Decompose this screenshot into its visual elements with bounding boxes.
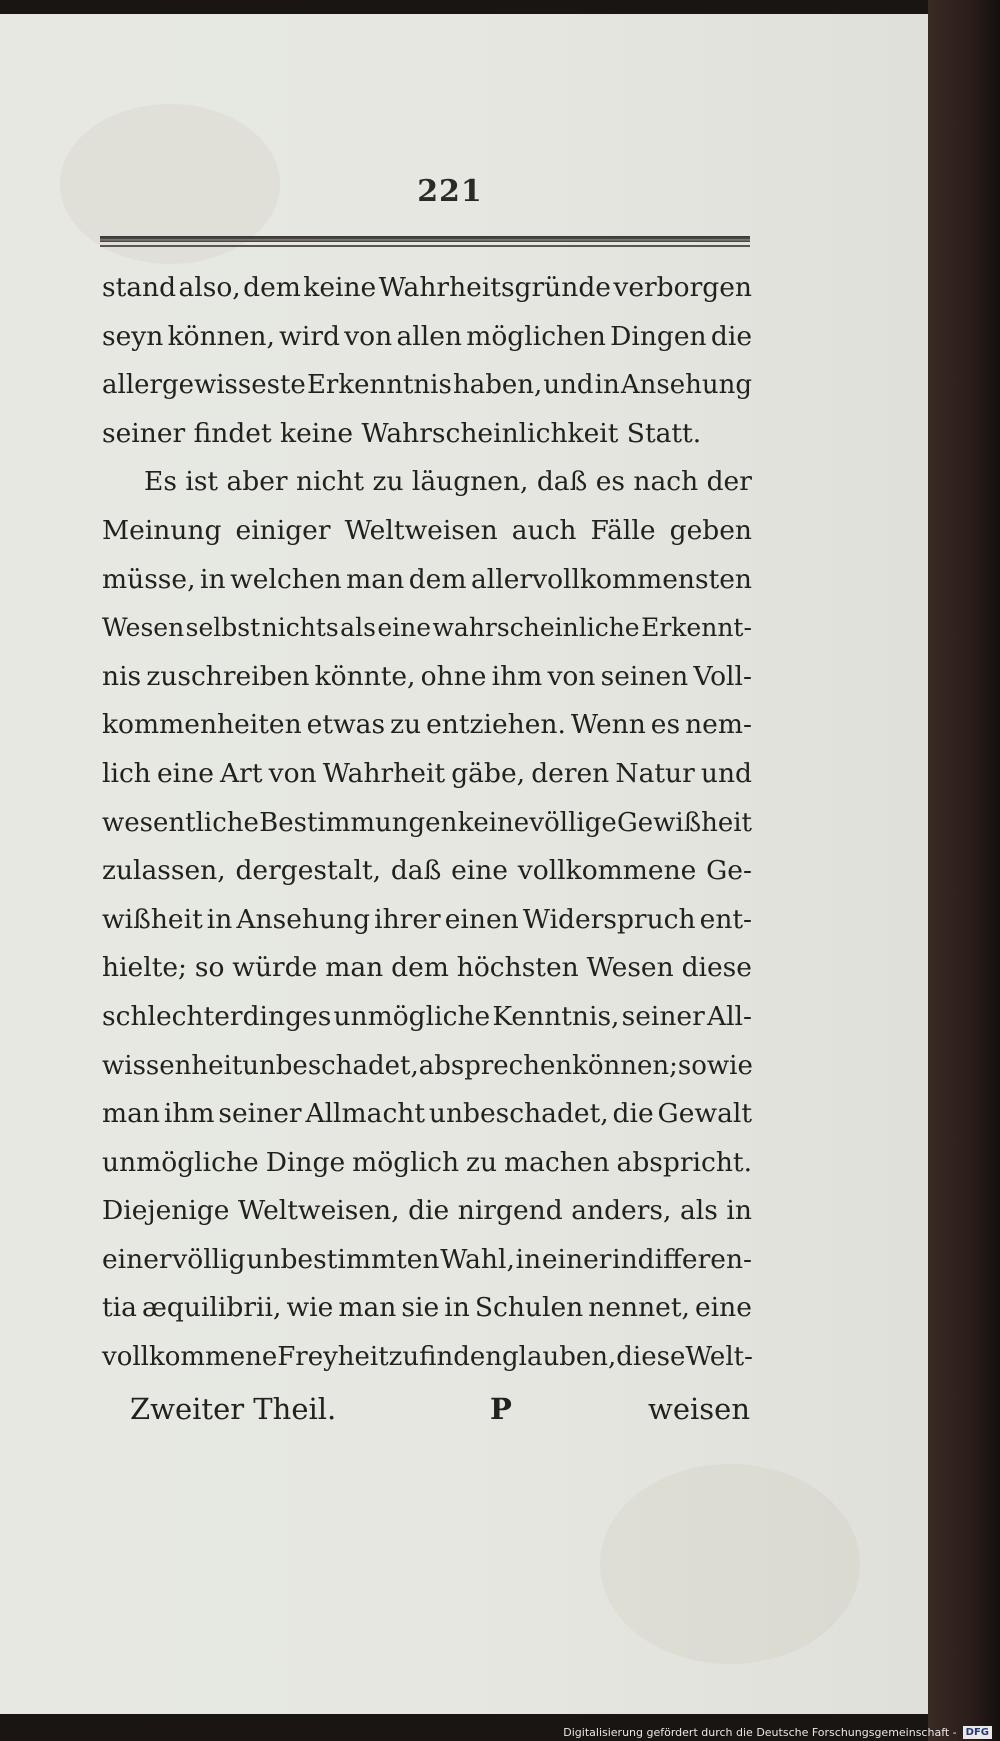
text-line: allergewisseste Erkenntnis haben, und in Ansehung xyxy=(102,370,752,401)
signature-mark: P xyxy=(490,1392,512,1426)
text-line: einer völlig unbestimmten Wahl, in einer indifferen- xyxy=(102,1243,752,1275)
text-line: kommenheiten etwas zu entziehen. Wenn es nem- xyxy=(102,709,752,741)
header-rule xyxy=(100,236,750,242)
page-number: 221 xyxy=(417,174,483,209)
page-footer xyxy=(130,1384,750,1434)
page-body xyxy=(102,264,752,1382)
text-line: nis zuschreiben könnte, ohne ihm von seinen Voll- xyxy=(102,660,752,692)
text-line: Meinung einiger Weltweisen auch Fälle geben xyxy=(102,514,752,546)
volume-title: Zweiter Theil. xyxy=(130,1392,337,1426)
text-line: Wesen selbst nichts als eine wahrscheinliche Erkennt- xyxy=(102,613,752,643)
text-line: müsse, in welchen man dem allervollkommensten xyxy=(102,563,752,595)
text-line: Es ist aber nicht zu läugnen, daß es nach der xyxy=(144,466,752,498)
text-line: tia æquilibrii, wie man sie in Schulen nennet, eine xyxy=(102,1292,752,1324)
text-line: seiner findet keine Wahrscheinlichkeit Statt. xyxy=(102,417,702,449)
header-rule-thin xyxy=(100,245,750,247)
book-page xyxy=(0,14,931,1714)
text-line: Diejenige Weltweisen, die nirgend anders, als in xyxy=(102,1195,752,1227)
text-line: zulassen, dergestalt, daß eine vollkommene Ge- xyxy=(102,855,752,887)
text-line: unmögliche Dinge möglich zu machen abspricht. xyxy=(102,1146,752,1178)
text-line: seyn können, wird von allen möglichen Dingen die xyxy=(102,320,752,352)
text-line: lich eine Art von Wahrheit gäbe, deren Natur und xyxy=(102,757,752,789)
text-line: vollkommene Freyheit zu finden glauben, diese Welt- xyxy=(102,1342,753,1373)
text-line: wissenheit unbeschadet, absprechen können; so wie xyxy=(102,1050,753,1081)
text-line: wißheit in Ansehung ihrer einen Widerspruch ent- xyxy=(102,903,752,935)
credit-text: Digitalisierung gefördert durch die Deutsche Forschungsgemeinschaft - xyxy=(563,1726,957,1739)
text-line: man ihm seiner Allmacht unbeschadet, die Gewalt xyxy=(102,1098,752,1130)
text-line: wesentliche Bestimmungen keine völlige Gewißheit xyxy=(102,807,752,838)
dfg-logo: DFG xyxy=(963,1726,992,1739)
catchword: weisen xyxy=(648,1392,750,1426)
book-edge xyxy=(928,0,1000,1741)
paper-stain xyxy=(600,1464,860,1664)
text-line: stand also, dem keine Wahrheitsgründe verborgen xyxy=(102,272,752,303)
text-line: schlechterdinges unmögliche Kenntnis, seiner All- xyxy=(102,1000,752,1032)
text-line: hielte; so würde man dem höchsten Wesen diese xyxy=(102,952,752,984)
digitization-credit xyxy=(563,1726,992,1739)
